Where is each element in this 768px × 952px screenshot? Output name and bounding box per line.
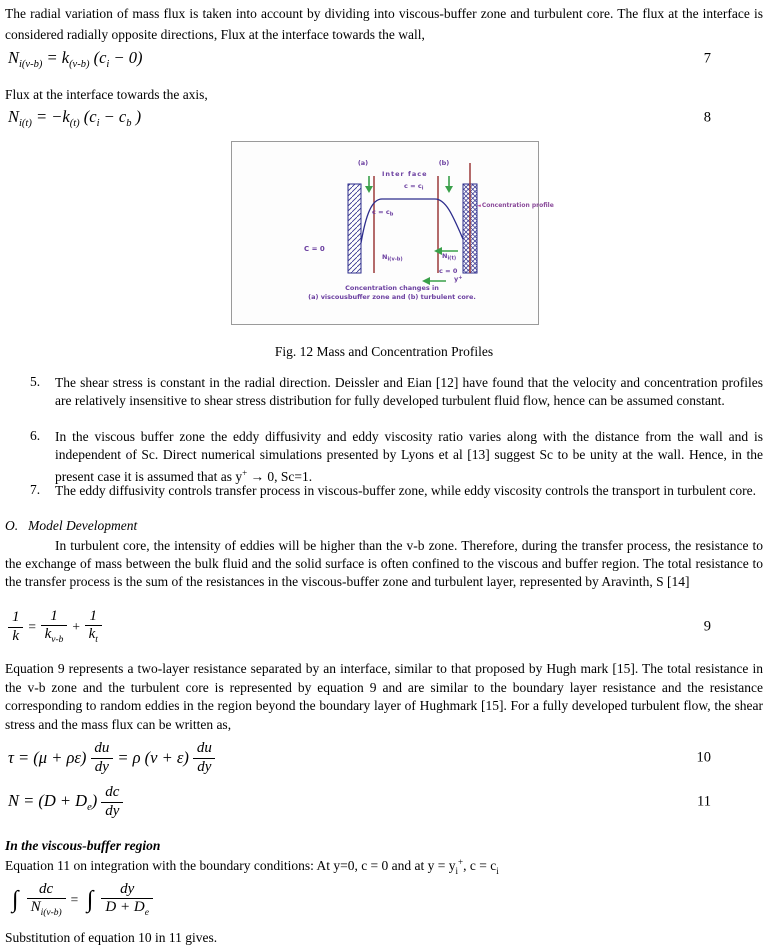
equation-11 (8, 780, 763, 824)
eq11-number: 11 (697, 793, 711, 810)
section-o-heading (5, 518, 137, 534)
integral-frac-2: $\frac{dy}{D + D_e}$ (101, 881, 153, 919)
list-item-5-text: The shear stress is constant in the radial direction. Deissler and Eian [12] have found that the velocity and concentration profiles are relatively insensitive to shear stress distribution for fully developed turbulent fluid flow, hence can be assumed constant. (55, 375, 763, 408)
intro-paragraph: The radial variation of mass flux is taken into account by dividing into viscous-buffer zone and turbulent core. The flux at the interface is considered radially opposite directions, Flux at the interface towards the wall, (5, 6, 763, 42)
fig-label-a: (a) (357, 159, 369, 167)
eq10-frac-1: $\frac{du}{dy}$ (90, 740, 113, 776)
equation-9 (8, 604, 763, 650)
eq9-number: 9 (703, 618, 711, 635)
fig-inner-caption-2: (a) viscousbuffer zone and (b) turbulent core. (308, 292, 476, 301)
eq9-frac-3: $\frac{1}{k_t}$ (85, 608, 102, 646)
boundary-conditions-line: Equation 11 on integration with the boundary conditions: At y=0, c = 0 and at $y = y_i^+$, $c = c_i$ (5, 857, 499, 876)
fig-label-concentration-profile: ◄Concentration profile (477, 202, 554, 209)
list-item-5 (30, 374, 763, 410)
figure-12 (231, 141, 554, 325)
arrow-down-a-icon (365, 176, 373, 193)
section-o-letter: O. (5, 518, 19, 533)
resistance-paragraph: Equation 9 represents a two-layer resistance separated by an interface, similar to that proposed by Hugh mark [15]. The total resistance in the v-b zone and the turbulent core is represented by equation 9 and are similar to the boundary layer resistance and the resistance corresponding to random eddies in the region beyond the boundary layer of Hughmark [15]. For a fully developed turbulent flow, the shear stress and the mass flux can be written as, (5, 661, 763, 732)
fig-inner-caption-1: Concentration changes in (345, 284, 439, 292)
equation-8 (8, 101, 763, 135)
list-item-7 (30, 482, 763, 500)
left-wall (348, 184, 361, 273)
arrow-down-b-icon (445, 176, 453, 193)
eq7-number: 7 (703, 50, 711, 67)
fig-label-n-vb: $N_{i(v-b)}$ (382, 253, 403, 263)
list-item-7-text: The eddy diffusivity controls transfer process in viscous-buffer zone, while eddy viscosity controls the transport in turbulent core. (55, 483, 756, 498)
section-o-title: Model Development (28, 518, 138, 533)
integral-equation (8, 876, 763, 924)
eq11-frac: $\frac{dc}{dy}$ (101, 784, 123, 820)
eq10-frac-2: $\frac{du}{dy}$ (193, 740, 216, 776)
integral-frac-1: $\frac{dc}{N_{i(v-b)}}$ (27, 881, 66, 919)
fig-label-interface: Inter face (382, 170, 428, 178)
fig-label-c-ci: $c = c_i$ (404, 182, 424, 192)
list-item-6-number: 6. (30, 428, 41, 443)
concentration-curve (361, 199, 463, 243)
fig-label-c0-left: C = 0 (304, 245, 325, 253)
eq10-lhs: τ = (μ + ρε) (8, 748, 87, 767)
list-item-6-text: In the viscous buffer zone the eddy diffusivity and eddy viscosity ratio varies along with the distance from the wall and is independent of Sc. Direct numerical simulations presented by Lyons et al [13] suggest Sc to be unity at the wall. Hence, in the present case it is assumed that as y+ → 0, Sc=1. (55, 429, 763, 484)
substitution-line: Substitution of equation 10 in 11 gives. (5, 930, 218, 945)
eq10-mid: = ρ (ν + ε) (117, 748, 189, 767)
list-item-7-number: 7. (30, 482, 41, 497)
fig-label-b: (b) (438, 159, 450, 167)
figure-caption: Fig. 12 Mass and Concentration Profiles (274, 344, 494, 359)
eq10-number: 10 (696, 749, 711, 766)
eq9-frac-2: $\frac{1}{k_{v-b}}$ (41, 608, 68, 646)
equation-7 (8, 42, 763, 76)
viscous-buffer-heading: In the viscous-buffer region (5, 838, 161, 853)
profile-pointer-icon: ◄ (477, 203, 481, 209)
fig-label-c0-right: c = 0 (439, 267, 458, 275)
integral-sign-1: ∫ (12, 886, 19, 913)
list-item-6 (30, 428, 763, 486)
eq9-frac-1: $\frac{1}{k}$ (8, 609, 24, 645)
eq8-number: 8 (703, 109, 711, 126)
eq9-plus: + (71, 619, 81, 634)
fig-label-n-t: $N_{i(t)}$ (442, 252, 457, 262)
fig-label-yplus: y+ (454, 275, 463, 283)
model-development-paragraph: In turbulent core, the intensity of eddies will be higher than the v-b zone. Therefore, during the transfer process, the resistance to the exchange of mass between the bulk fluid and the solid surface is often confined to the viscous and buffer region. The total resistance to the transfer process is the sum of the resistances in the viscous-buffer zone and turbulent layer, represented by Aravinth, S [14] (5, 538, 763, 589)
fig-label-c-cb: $c = c_b$ (372, 208, 394, 218)
equation-10 (8, 736, 763, 780)
integral-equals: = (69, 892, 79, 907)
eq11-lhs: $N = (D + D_e)$ (8, 791, 98, 813)
list-item-5-number: 5. (30, 374, 41, 389)
eq7-expression: $N_{i(v-b)} = k_{(v-b)}$ $(c_i - 0)$ (8, 48, 143, 70)
flux-axis-label: Flux at the interface towards the axis, (5, 87, 208, 102)
eq8-expression: $N_{i(t)} = -k_{(t)}$ ($c_i - c_b$ ) (8, 107, 142, 129)
integral-sign-2: ∫ (86, 886, 94, 913)
eq9-equals: = (27, 619, 37, 634)
